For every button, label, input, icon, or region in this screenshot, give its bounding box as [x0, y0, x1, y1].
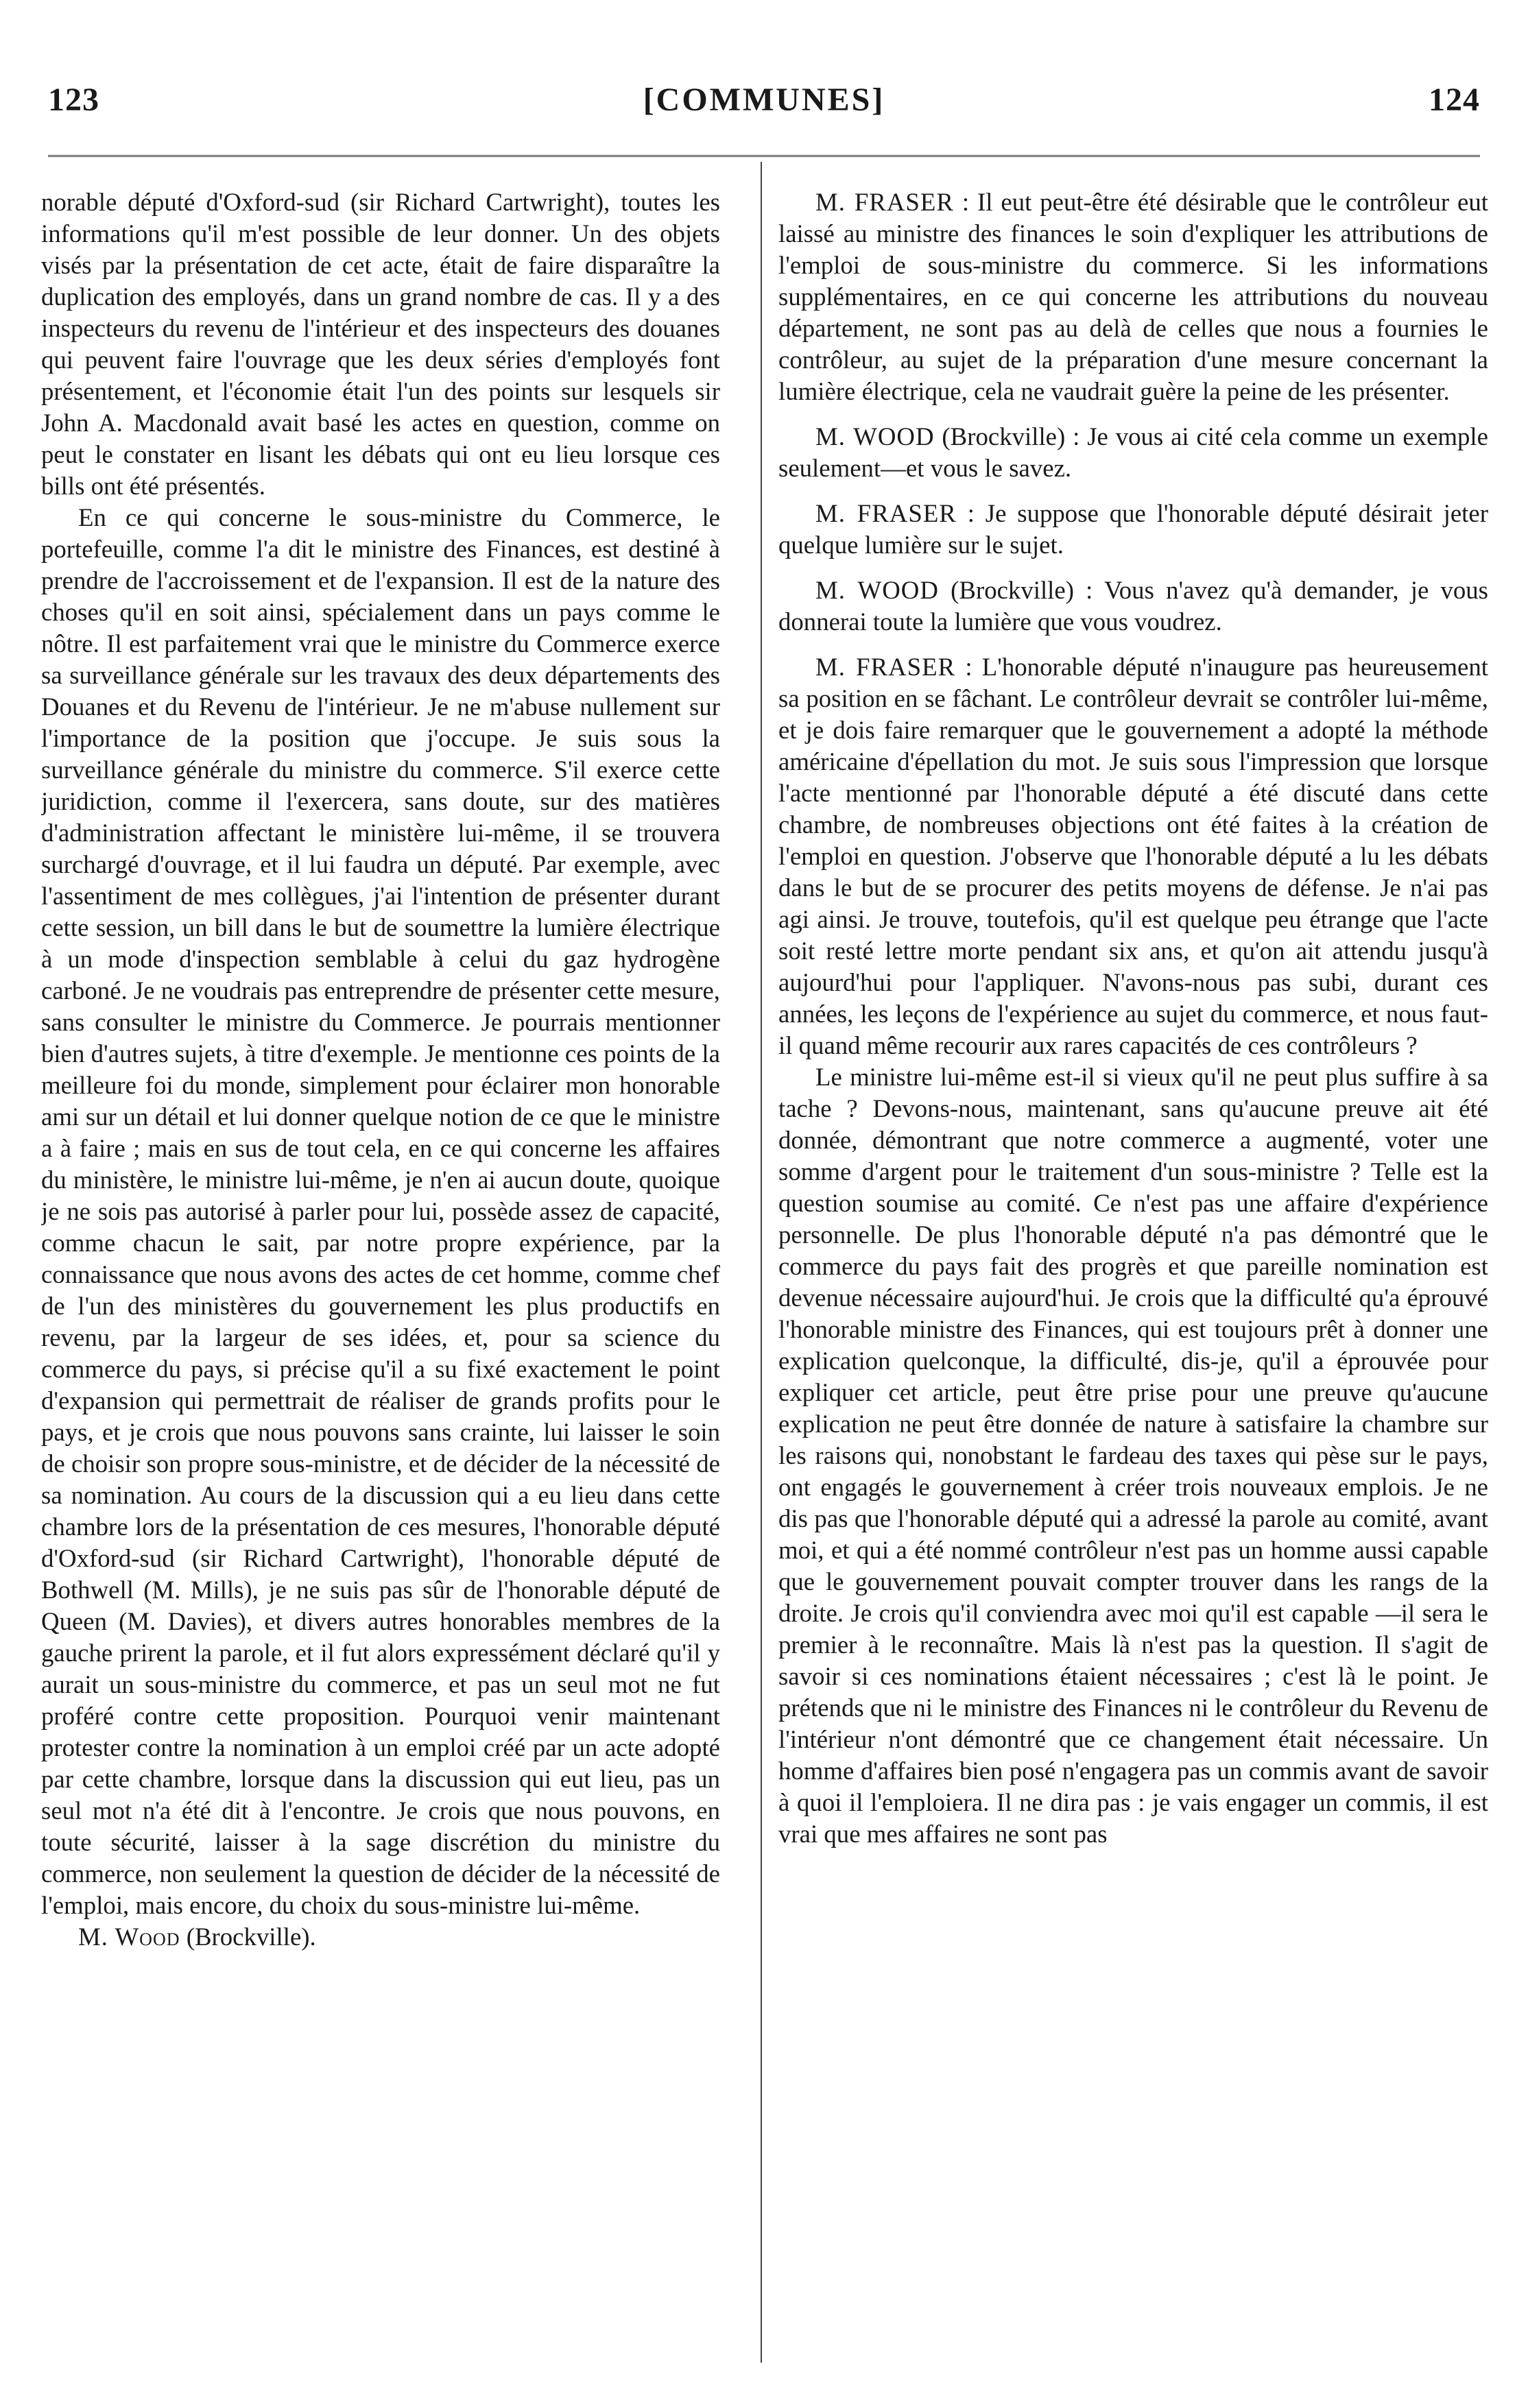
paragraph: Le ministre lui-même est-il si vieux qu'il ne peut plus suffire à sa tache ? Devons-nous, maintenant, sans qu'aucune preuve ait été donnée, démontrant que notre commerce a augmenté, voter une somme d'argent pour le traitement d'un sous-ministre ? Telle est la question soumise au comité. Ce n'est pas une affaire d'expérience personnelle. De plus l'honorable député n'a pas démontré que le commerce du pays fait des progrès et que pareille nomination est devenue nécessaire aujourd'hui. Je crois que la difficulté qu'a éprouvé l'honorable ministre des Finances, qui est toujours prêt à donner une explication quelconque, la difficulté, dis-je, qu'il a éprouvée pour expliquer cet article, peut être prise pour une preuve qu'aucune explication ne peut être donnée de nature à satisfaire la chambre sur les raisons qui, nonobstant le fardeau des taxes qui pèse sur le pays, ont engagés le gouvernement à créer trois nouveaux emplois. Je ne dis pas que l'honorable député qui a adressé la parole au comité, avant moi, et qui a été nommé contrôleur n'est pas un homme aussi capable que le gouvernement pouvait compter trouver dans les rangs de la droite. Je crois qu'il conviendra avec moi qu'il est capable —il sera le premier à le reconnaître. Mais là n'est pas la question. Il s'agit de savoir si ces nominations étaient nécessaires ; c'est là le point. Je prétends que ni le ministre des Finances ni le contrôleur du Revenu de l'intérieur n'ont démontré que ce changement était nécessaire. Un homme d'affaires bien posé n'engagera pas un commis avant de savoir à quoi il l'emploiera. Il ne dira pas : je vais engager un commis, il est vrai que mes affaires ne sont pas: [778, 1063, 1488, 1848]
speaker-text: : Il eut peut-être été désirable que le contrôleur eut laissé au ministre des finances le soin d'expliquer les attributions de l'emploi de sous-ministre du commerce. Si les informations supplémentaires, en ce qui concerne les attributions du nouveau département, ne sont pas au delà de celles que nous a fournies le contrôleur, au sujet de la préparation d'une mesure concernant la lumière électrique, cela ne vaudrait guère la peine de les présenter.: [778, 188, 1488, 405]
header-rule: [48, 155, 1480, 157]
speaker-name: M. FRASER: [815, 653, 956, 681]
paragraph: [778, 186, 1488, 407]
speaker-name: M. WOOD: [815, 422, 935, 450]
paragraph: norable député d'Oxford-sud (sir Richard Cartwright), toutes les informations qu'il m'est possible de leur donner. Un des objets visés par la présentation de cet acte, était de faire disparaître la duplication des employés, dans un grand nombre de cas. Il y a des inspecteurs du revenu de l'intérieur et des inspecteurs des douanes qui peuvent faire l'ouvrage que les deux séries d'employés font présentement, et l'économie était l'un des points sur lesquels sir John A. Macdonald avait basé les actes en question, comme on peut le constater en lisant les débats qui ont eu lieu lorsque ces bills ont été présentés.: [41, 188, 720, 500]
speaker-text: (Brockville).: [186, 1923, 316, 1951]
paragraph: [778, 421, 1488, 484]
right-column: [778, 186, 1488, 2381]
paragraph: [778, 575, 1488, 638]
page-header: [41, 81, 1487, 143]
page-title: [COMMUNES]: [643, 82, 885, 118]
page-number-right: 124: [1429, 82, 1480, 118]
paragraph: [778, 651, 1488, 1061]
speaker-name: M. FRASER: [815, 499, 957, 527]
speaker-text: (Brockville) : Je vous ai cité cela comme un exemple seulement—et vous le savez.: [778, 422, 1488, 482]
left-column: [41, 186, 720, 2381]
speaker-line: [41, 1921, 720, 1953]
speaker-text: (Brockville) : Vous n'avez qu'à demander, je vous donnerai toute la lumière que vous voudrez.: [778, 576, 1488, 636]
speaker-name: M. Wood: [78, 1923, 180, 1951]
speaker-name: M. FRASER: [815, 188, 954, 216]
paragraph: En ce qui concerne le sous-ministre du Commerce, le portefeuille, comme l'a dit le ministre des Finances, est destiné à prendre de l'accroissement et de l'expansion. Il est de la nature des choses qu'il en soit ainsi, spécialement dans un pays comme le nôtre. Il est parfaitement vrai que le ministre du Commerce exerce sa surveillance générale sur les travaux des deux départements des Douanes et du Revenu de l'intérieur. Je ne m'abuse nullement sur l'importance de la position que j'occupe. Je suis sous la surveillance générale du ministre du commerce. S'il exerce cette juridiction, comme il l'exercera, sans doute, sur des matières d'administration affectant le ministère lui-même, il se trouvera surchargé d'ouvrage, et il lui faudra un député. Par exemple, avec l'assentiment de mes collègues, j'ai l'intention de présenter durant cette session, un bill dans le but de soumettre la lumière électrique à un mode d'inspection semblable à celui du gaz hydrogène carboné. Je ne voudrais pas entreprendre de présenter cette mesure, sans consulter le ministre du Commerce. Je pourrais mentionner bien d'autres sujets, à titre d'exemple. Je mentionne ces points de la meilleure foi du monde, simplement pour éclairer mon honorable ami sur un détail et lui donner quelque notion de ce que le ministre a à faire ; mais en sus de tout cela, en ce qui concerne les affaires du ministère, le ministre lui-même, je n'en ai aucun doute, quoique je ne sois pas autorisé à parler pour lui, possède assez de capacité, comme chacun le sait, par notre propre expérience, par la connaissance que nous avons des actes de cet homme, comme chef de l'un des ministères du gouvernement les plus productifs en revenu, par la largeur de ses idées, et, pour sa science du commerce du pays, si précise qu'il a su fixé exactement le point d'expansion qui permettrait de réaliser de grands profits pour le pays, et je crois que nous pouvons sans crainte, lui laisser le soin de choisir son propre sous-ministre, et de décider de la nécessité de sa nomination. Au cours de la discussion qui a eu lieu dans cette chambre lors de la présentation de ces mesures, l'honorable député d'Oxford-sud (sir Richard Cartwright), l'honorable député de Bothwell (M. Mills), je ne suis pas sûr de l'honorable député de Queen (M. Davies), et divers autres honorables membres de la gauche prirent la parole, et il fut alors expressément déclaré qu'il y aurait un sous-ministre du commerce, et pas un seul mot ne fut proféré contre cette proposition. Pourquoi venir maintenant protester contre la nomination à un emploi créé par un acte adopté par cette chambre, lorsque dans la discussion qui eut lieu, pas un seul mot n'a été dit à l'encontre. Je crois que nous pouvons, en toute sécurité, laisser à la sage discrétion du ministre du commerce, non seulement la question de décider de la nécessité de l'emploi, mais encore, du choix du sous-ministre lui-même.: [41, 503, 720, 1919]
speaker-text: : L'honorable député n'inaugure pas heureusement sa position en se fâchant. Le contrôleur devrait se contrôler lui-même, et je dois faire remarquer que le gouvernement a adopté la méthode américaine d'épellation du mot. Je suis sous l'impression que lorsque l'acte mentionné par l'honorable député a été discuté dans cette chambre, de nombreuses objections ont été faites à la création de l'emploi en question. J'observe que l'honorable député a lu les débats dans le but de se procurer des petits moyens de défense. Je n'ai pas agi ainsi. Je trouve, toutefois, qu'il est quelque peu étrange que l'acte soit resté lettre morte pendant six ans, et qu'on ait attendu jusqu'à aujourd'hui pour l'appliquer. N'avons-nous pas subi, durant ces années, les leçons de l'expérience au sujet du commerce, et nous faut-il quand même recourir aux rares capacités de ces contrôleurs ?: [778, 653, 1488, 1059]
speaker-name: M. WOOD: [815, 576, 939, 604]
column-divider: [761, 162, 762, 2363]
speaker-text: : Je suppose que l'honorable député désirait jeter quelque lumière sur le sujet.: [778, 499, 1488, 559]
paragraph: [778, 498, 1488, 561]
page-number-left: 123: [48, 82, 99, 118]
